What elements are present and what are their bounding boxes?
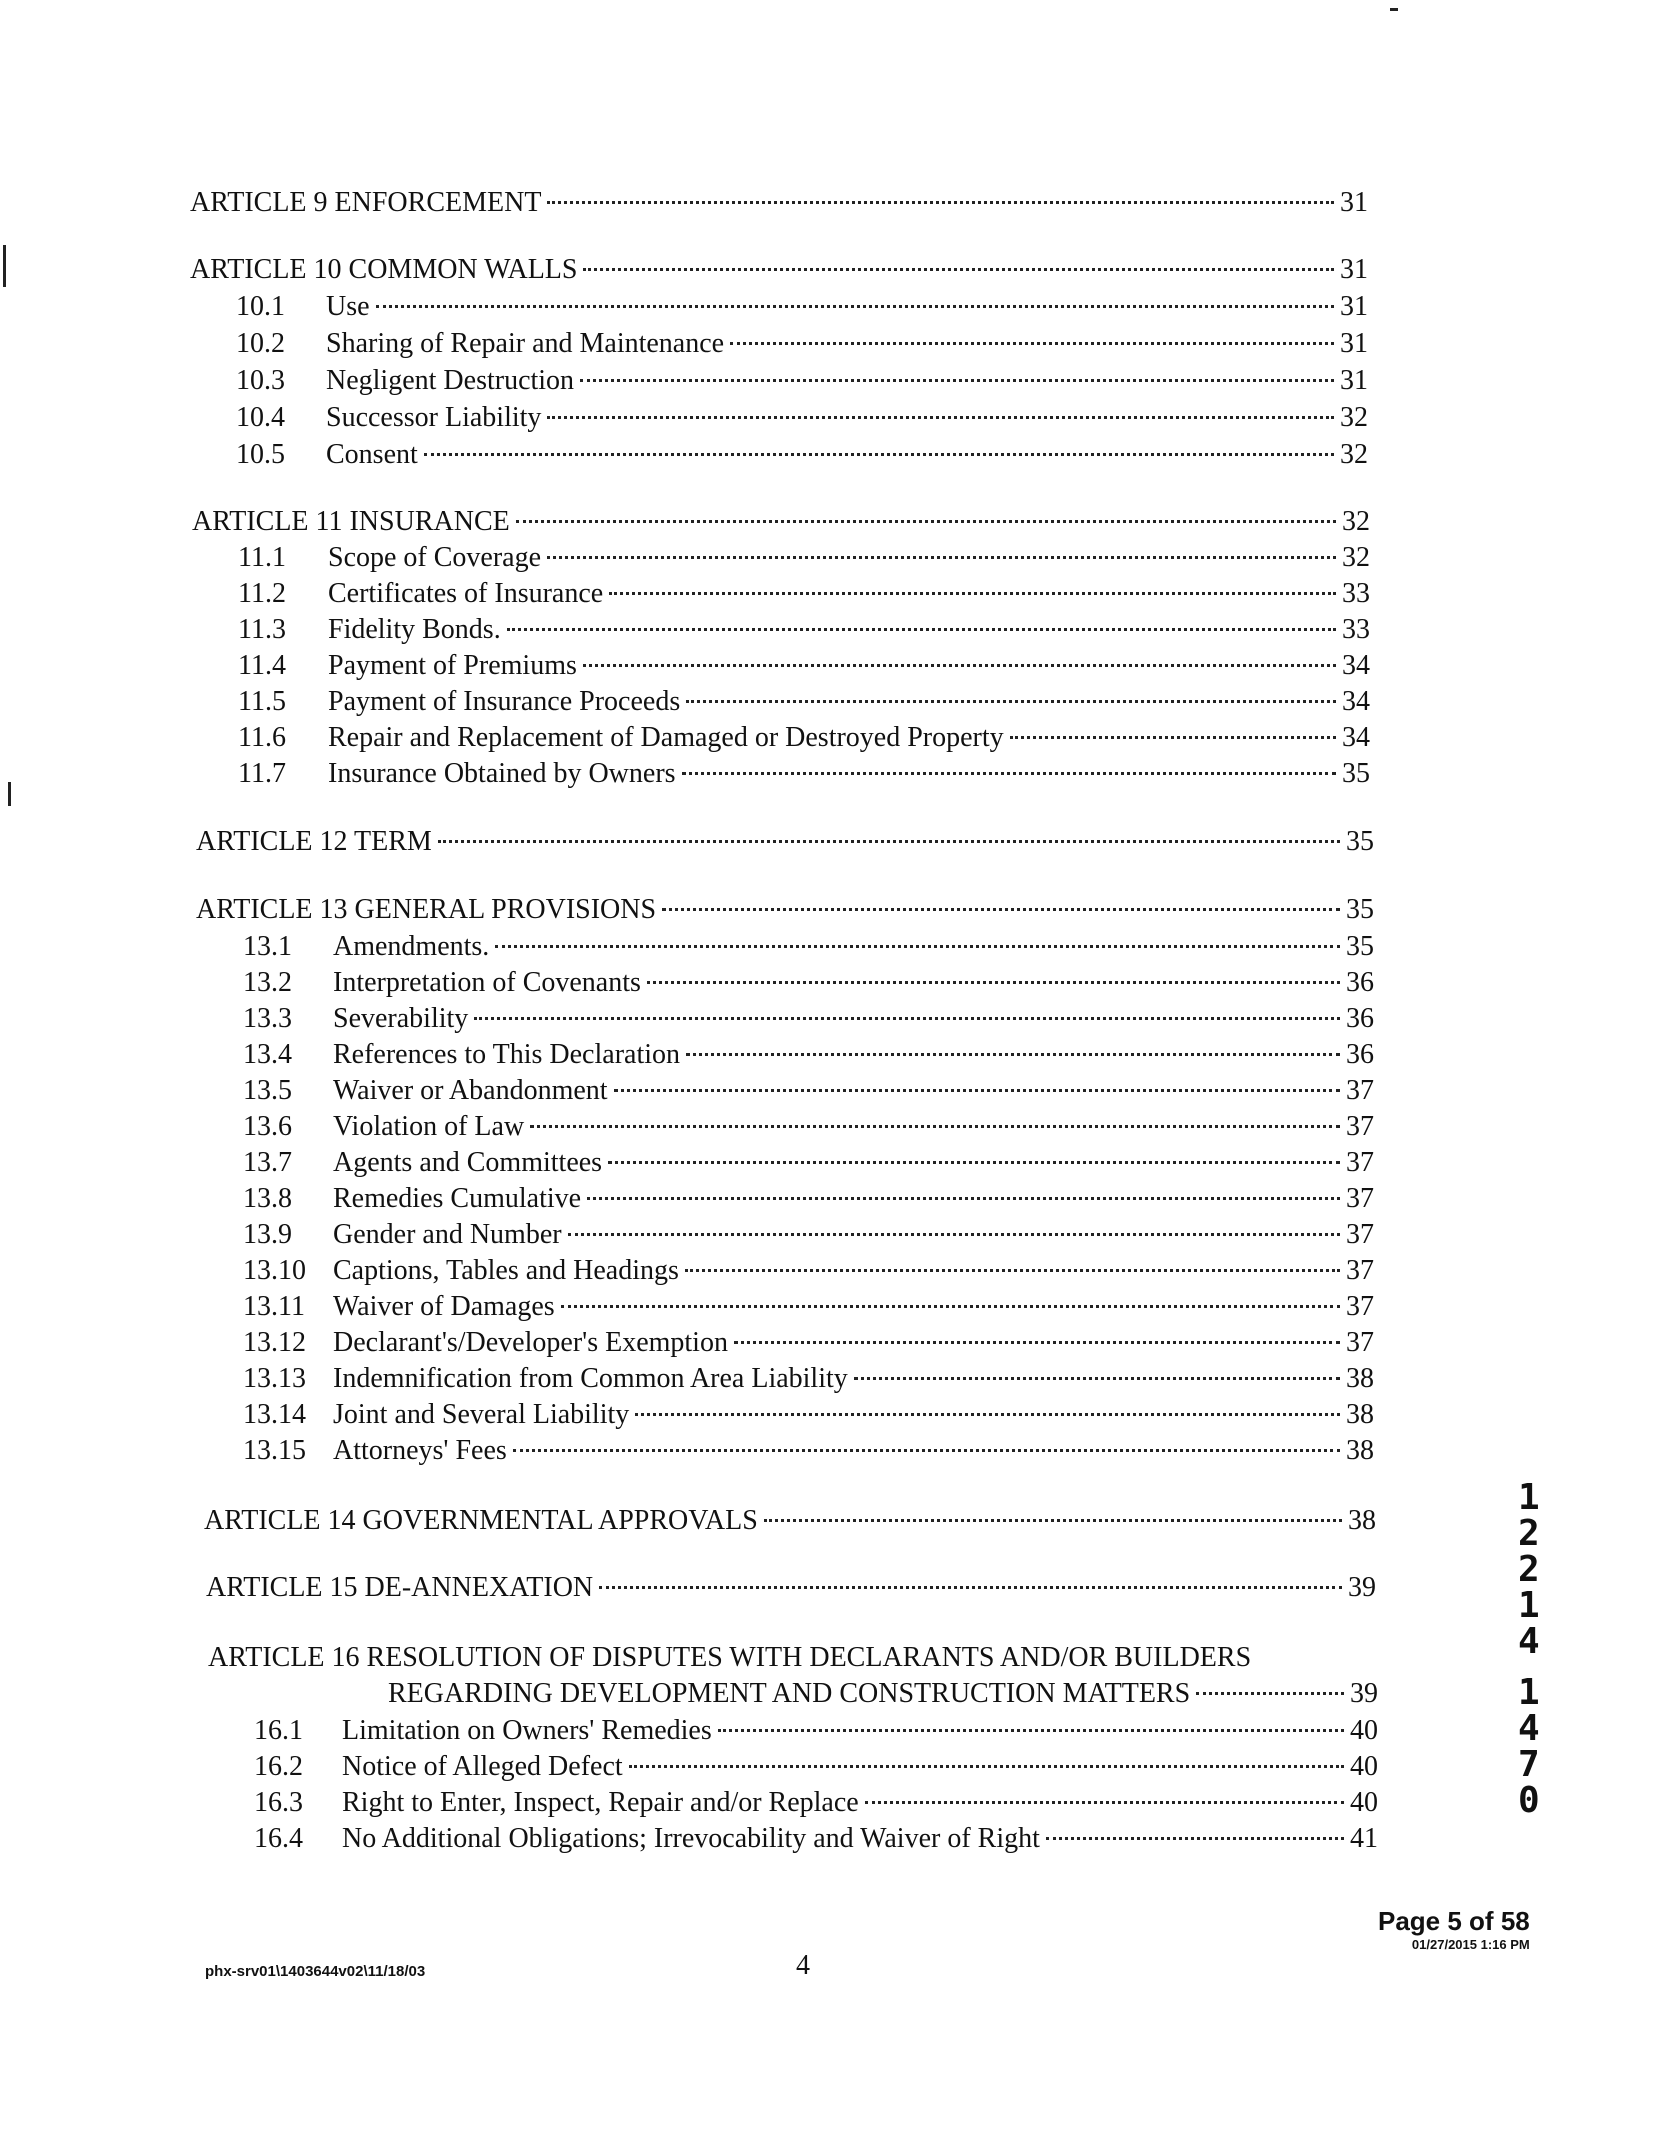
toc-title: Sharing of Repair and Maintenance [326,328,725,359]
toc-number: 13.12 [243,1327,306,1358]
dot-leader [629,1765,1344,1768]
toc-entry-11-5 [238,685,1382,719]
toc-title: Indemnification from Common Area Liability [333,1363,848,1394]
dot-leader [568,1233,1340,1236]
dot-leader [854,1377,1340,1380]
dot-leader [507,628,1336,631]
toc-page: 38 [1346,1363,1374,1394]
toc-title: Declarant's/Developer's Exemption [333,1327,728,1358]
toc-title: No Additional Obligations; Irrevocability and Waiver of Right [342,1823,1040,1854]
toc-page: 38 [1348,1505,1376,1536]
toc-page: 36 [1346,1039,1374,1070]
stamp-digit: 1 [1518,1585,1540,1626]
toc-number: 11.3 [238,614,286,645]
toc-title: ARTICLE 14 GOVERNMENTAL APPROVALS [204,1505,758,1536]
toc-page: 32 [1342,542,1370,573]
toc-entry-13-10 [243,1254,1386,1288]
toc-page: 31 [1340,328,1368,359]
toc-entry-11-4 [238,649,1382,683]
dot-leader [530,1125,1340,1128]
stamp-digit: 2 [1518,1513,1540,1554]
toc-page: 35 [1346,931,1374,962]
toc-number: 10.4 [236,402,285,433]
toc-title: REGARDING DEVELOPMENT AND CONSTRUCTION MATTERS [388,1678,1191,1709]
toc-entry-13-15 [243,1434,1386,1468]
toc-title: Negligent Destruction [326,365,575,396]
dot-leader [424,453,1334,456]
recording-stamp-col2 [1518,1672,1540,1821]
stamp-digit: 4 [1518,1621,1540,1662]
dot-leader [609,592,1336,595]
toc-number: 13.6 [243,1111,292,1142]
toc-entry-16-2 [254,1750,1390,1784]
toc-title: ARTICLE 12 TERM [196,826,432,857]
toc-page: 32 [1342,506,1370,537]
toc-number: 16.4 [254,1823,303,1854]
toc-title: Notice of Alleged Defect [342,1751,623,1782]
dot-leader [376,305,1334,308]
toc-title: Joint and Several Liability [333,1399,630,1430]
toc-number: 10.5 [236,439,285,470]
toc-number: 13.9 [243,1219,292,1250]
toc-entry-13-6 [243,1110,1386,1144]
toc-entry-11-1 [238,541,1382,575]
dot-leader [1196,1692,1344,1695]
toc-entry-article-9 [190,186,1380,220]
page-number: 4 [796,1950,810,1981]
toc-entry-10-3 [236,364,1380,398]
toc-page: 36 [1346,967,1374,998]
scan-mark [3,245,6,287]
dot-leader [614,1089,1340,1092]
dot-leader [686,700,1336,703]
toc-title: Insurance Obtained by Owners [328,758,676,789]
toc-title: Waiver or Abandonment [333,1075,608,1106]
toc-title: Repair and Replacement of Damaged or Destroyed Property [328,722,1004,753]
stamp-digit: 1 [1518,1672,1540,1713]
toc-page: 31 [1340,254,1368,285]
document-id: phx-srv01\1403644v02\11/18/03 [205,1963,426,1980]
toc-number: 11.6 [238,722,286,753]
toc-title: ARTICLE 10 COMMON WALLS [190,254,578,285]
toc-title: ARTICLE 15 DE-ANNEXATION [206,1572,594,1603]
toc-title: Gender and Number [333,1219,562,1250]
toc-entry-13-8 [243,1182,1386,1216]
toc-entry-article-13 [196,893,1386,927]
toc-entry-16-4 [254,1822,1390,1856]
dot-leader [662,908,1340,911]
toc-entry-13-12 [243,1326,1386,1360]
dot-leader [587,1197,1340,1200]
toc-title: ARTICLE 11 INSURANCE [192,506,510,537]
toc-entry-13-1 [243,930,1386,964]
dot-leader [513,1449,1340,1452]
toc-entry-article-12 [196,825,1386,859]
toc-entry-11-7 [238,757,1382,791]
toc-entry-article-16 [388,1677,1390,1711]
dot-leader [474,1017,1340,1020]
toc-page: 40 [1350,1751,1378,1782]
dot-leader [1010,736,1336,739]
toc-title: Payment of Insurance Proceeds [328,686,681,717]
toc-entry-16-3 [254,1786,1390,1820]
toc-entry-10-1 [236,290,1380,324]
toc-number: 13.3 [243,1003,292,1034]
toc-page: 33 [1342,578,1370,609]
toc-page: 39 [1350,1678,1378,1709]
toc-title: Consent [326,439,418,470]
stamp-digit: 4 [1518,1708,1540,1749]
dot-leader [635,1413,1340,1416]
toc-title: Violation of Law [333,1111,525,1142]
toc-entry-16-1 [254,1714,1390,1748]
toc-number: 10.1 [236,291,285,322]
toc-number: 13.8 [243,1183,292,1214]
stamp-digit: 2 [1518,1549,1540,1590]
toc-page: 34 [1342,722,1370,753]
toc-title: Waiver of Damages [333,1291,555,1322]
toc-number: 13.7 [243,1147,292,1178]
toc-number: 13.5 [243,1075,292,1106]
toc-entry-10-2 [236,327,1380,361]
timestamp: 01/27/2015 1:16 PM [1411,1937,1530,1952]
toc-entry-13-14 [243,1398,1386,1432]
toc-title: Payment of Premiums [328,650,577,681]
toc-title-article-16-line1: ARTICLE 16 RESOLUTION OF DISPUTES WITH DECLARANTS AND/OR BUILDERS [208,1642,1252,1673]
toc-number: 13.1 [243,931,292,962]
dot-leader [547,416,1334,419]
toc-number: 13.2 [243,967,292,998]
toc-number: 10.2 [236,328,285,359]
toc-page: 33 [1342,614,1370,645]
toc-title: Captions, Tables and Headings [333,1255,679,1286]
toc-title: Agents and Committees [333,1147,603,1178]
dot-leader [764,1519,1342,1522]
toc-page: 37 [1346,1147,1374,1178]
dot-leader [583,664,1336,667]
toc-entry-13-11 [243,1290,1386,1324]
toc-number: 16.3 [254,1787,303,1818]
dot-leader [734,1341,1340,1344]
toc-title: ARTICLE 9 ENFORCEMENT [190,187,542,218]
toc-entry-13-2 [243,966,1386,1000]
dot-leader [599,1586,1342,1589]
toc-page: 32 [1340,402,1368,433]
toc-number: 10.3 [236,365,285,396]
toc-number: 16.1 [254,1715,303,1746]
toc-page: 31 [1340,187,1368,218]
toc-entry-11-6 [238,721,1382,755]
toc-page: 38 [1346,1435,1374,1466]
toc-page: 35 [1346,826,1374,857]
toc-title: Interpretation of Covenants [333,967,641,998]
toc-title: Right to Enter, Inspect, Repair and/or Replace [342,1787,859,1818]
toc-page: 31 [1340,291,1368,322]
dot-leader [685,1269,1340,1272]
toc-title: Attorneys' Fees [333,1435,507,1466]
toc-entry-article-15 [206,1571,1388,1605]
toc-page: 37 [1346,1291,1374,1322]
toc-page: 35 [1346,894,1374,925]
toc-page: 31 [1340,365,1368,396]
dot-leader [583,268,1334,271]
dot-leader [682,772,1336,775]
toc-entry-13-3 [243,1002,1386,1036]
toc-page: 34 [1342,686,1370,717]
toc-title: Scope of Coverage [328,542,542,573]
toc-number: 13.10 [243,1255,306,1286]
toc-entry-article-11 [192,505,1382,539]
dot-leader [1046,1837,1344,1840]
toc-entry-13-4 [243,1038,1386,1072]
toc-title: Certificates of Insurance [328,578,604,609]
stamp-digit: 7 [1518,1744,1540,1785]
toc-title: ARTICLE 13 GENERAL PROVISIONS [196,894,657,925]
toc-page: 32 [1340,439,1368,470]
page-of-label: Page 5 of 58 [1378,1906,1530,1936]
toc-number: 13.11 [243,1291,305,1322]
toc-number: 11.2 [238,578,286,609]
dot-leader [647,981,1340,984]
toc-entry-13-9 [243,1218,1386,1252]
toc-title: Amendments. [333,931,490,962]
stamp-digit: 0 [1518,1780,1540,1821]
toc-page: 40 [1350,1787,1378,1818]
toc-number: 13.13 [243,1363,306,1394]
stamp-digit: 1 [1518,1477,1540,1518]
dot-leader [608,1161,1340,1164]
toc-page: 37 [1346,1255,1374,1286]
toc-title: Severability [333,1003,469,1034]
toc-page: 37 [1346,1327,1374,1358]
toc-title: Remedies Cumulative [333,1183,582,1214]
toc-entry-10-5 [236,438,1380,472]
toc-title: References to This Declaration [333,1039,681,1070]
scan-mark [8,782,11,806]
toc-page: 37 [1346,1219,1374,1250]
dot-leader [516,520,1336,523]
toc-entry-13-7 [243,1146,1386,1180]
page-counter [1378,1906,1530,1952]
toc-page: 37 [1346,1075,1374,1106]
dot-leader [561,1305,1340,1308]
toc-page: 37 [1346,1111,1374,1142]
toc-number: 11.5 [238,686,286,717]
toc-entry-10-4 [236,401,1380,435]
dot-leader [495,945,1340,948]
dot-leader [547,556,1336,559]
toc-number: 11.4 [238,650,286,681]
dot-leader [547,201,1334,204]
toc-number: 13.4 [243,1039,292,1070]
toc-title: Successor Liability [326,402,542,433]
toc-number: 13.14 [243,1399,306,1430]
recording-stamp-col1 [1518,1477,1540,1662]
toc-number: 11.7 [238,758,286,789]
toc-entry-13-13 [243,1362,1386,1396]
dot-leader [865,1801,1344,1804]
toc-page: 35 [1342,758,1370,789]
toc-title: Limitation on Owners' Remedies [342,1715,712,1746]
toc-page: 38 [1346,1399,1374,1430]
toc-title: Fidelity Bonds. [328,614,501,645]
toc-page: 39 [1348,1572,1376,1603]
toc-entry-article-10 [190,253,1380,287]
toc-number: 16.2 [254,1751,303,1782]
dot-leader [686,1053,1340,1056]
dot-leader [438,840,1340,843]
toc-entry-11-2 [238,577,1382,611]
toc-title: Use [326,291,370,322]
toc-page: 40 [1350,1715,1378,1746]
toc-page: 41 [1350,1823,1378,1854]
dot-leader [718,1729,1344,1732]
toc-entry-13-5 [243,1074,1386,1108]
toc-page: 34 [1342,650,1370,681]
toc-page: 37 [1346,1183,1374,1214]
toc-entry-11-3 [238,613,1382,647]
toc-entry-article-14 [204,1504,1388,1538]
toc-page: 36 [1346,1003,1374,1034]
toc-number: 13.15 [243,1435,306,1466]
scan-mark [1390,8,1398,11]
dot-leader [580,379,1334,382]
toc-number: 11.1 [238,542,286,573]
dot-leader [730,342,1334,345]
